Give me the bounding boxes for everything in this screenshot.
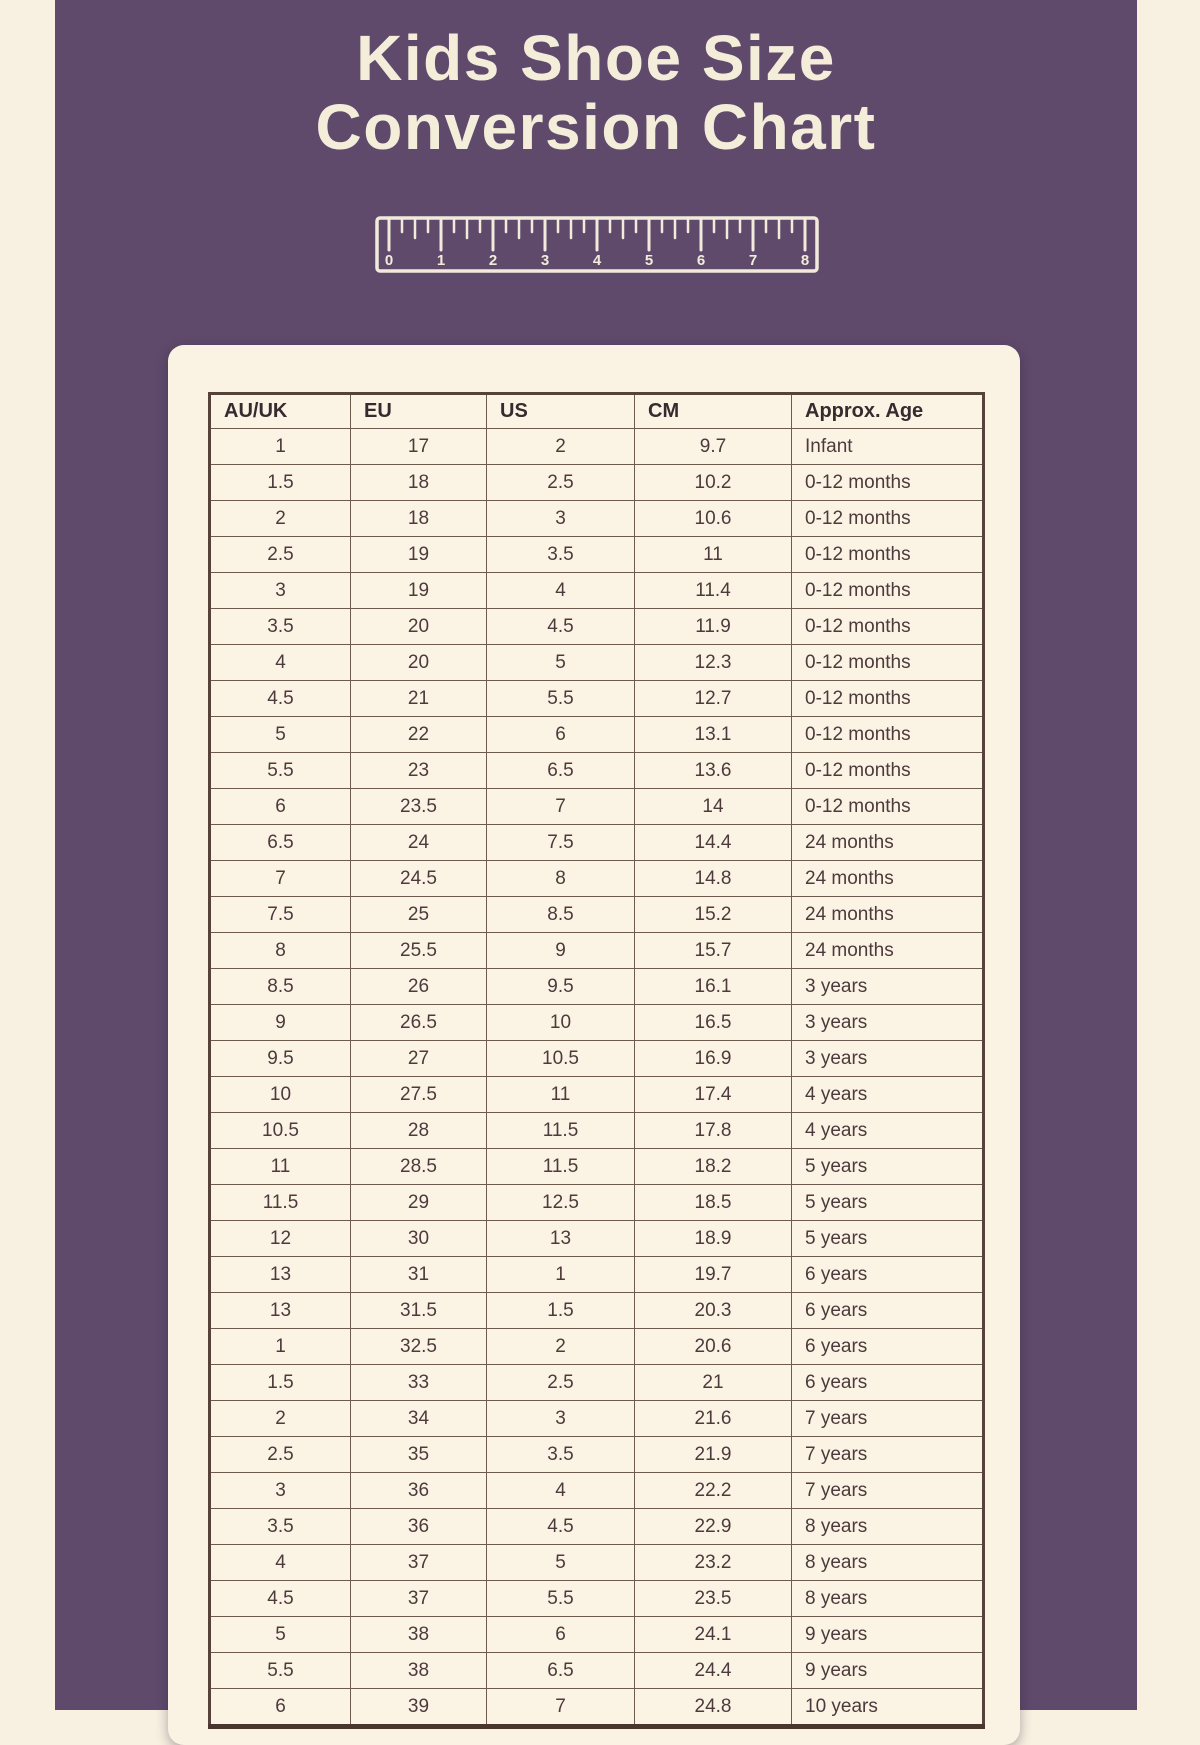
table-cell: 9.5 [487, 969, 635, 1005]
table-cell: 22 [351, 717, 487, 753]
table-cell: 0-12 months [792, 573, 984, 609]
table-cell: 2 [487, 429, 635, 465]
table-cell: 3 [210, 1473, 351, 1509]
ruler-number: 8 [800, 252, 810, 269]
table-cell: 0-12 months [792, 501, 984, 537]
table-row [210, 1005, 984, 1041]
table-cell: 0-12 months [792, 609, 984, 645]
column-header: EU [351, 394, 487, 429]
table-row [210, 1581, 984, 1617]
table-cell: 28 [351, 1113, 487, 1149]
table-cell: 7 years [792, 1437, 984, 1473]
table-cell: 2.5 [487, 1365, 635, 1401]
table-cell: 4.5 [210, 1581, 351, 1617]
table-cell: 24 months [792, 897, 984, 933]
table-cell: 4.5 [487, 609, 635, 645]
table-cell: 0-12 months [792, 789, 984, 825]
table-row [210, 933, 984, 969]
table-cell: 8 [210, 933, 351, 969]
table-cell: 20.3 [635, 1293, 792, 1329]
table-cell: 7 [487, 789, 635, 825]
table-cell: 24.5 [351, 861, 487, 897]
table-row [210, 1221, 984, 1257]
table-cell: 13.1 [635, 717, 792, 753]
table-cell: 25 [351, 897, 487, 933]
table-row [210, 429, 984, 465]
table-cell: 24 months [792, 825, 984, 861]
table-cell: 28.5 [351, 1149, 487, 1185]
table-cell: 7 [210, 861, 351, 897]
table-row [210, 1293, 984, 1329]
table-cell: 12.5 [487, 1185, 635, 1221]
table-cell: 30 [351, 1221, 487, 1257]
table-cell: 11.5 [210, 1185, 351, 1221]
column-header: Approx. Age [792, 394, 984, 429]
table-cell: 5.5 [487, 1581, 635, 1617]
table-cell: 2.5 [487, 465, 635, 501]
table-cell: 16.5 [635, 1005, 792, 1041]
table-cell: 3 years [792, 1041, 984, 1077]
table-cell: 23 [351, 753, 487, 789]
table-cell: 7.5 [487, 825, 635, 861]
table-cell: 5.5 [210, 753, 351, 789]
table-cell: 39 [351, 1689, 487, 1727]
table-cell: 15.7 [635, 933, 792, 969]
table-cell: 8.5 [210, 969, 351, 1005]
table-cell: 12 [210, 1221, 351, 1257]
table-cell: 11.4 [635, 573, 792, 609]
table-cell: 1.5 [487, 1293, 635, 1329]
table-cell: 14.8 [635, 861, 792, 897]
table-cell: Infant [792, 429, 984, 465]
table-cell: 11 [210, 1149, 351, 1185]
table-cell: 24 months [792, 861, 984, 897]
table-cell: 25.5 [351, 933, 487, 969]
table-row [210, 1185, 984, 1221]
table-cell: 4 [487, 573, 635, 609]
table-cell: 5 [210, 717, 351, 753]
table-cell: 5 years [792, 1221, 984, 1257]
table-cell: 18.9 [635, 1221, 792, 1257]
table-cell: 12.7 [635, 681, 792, 717]
ruler-number: 0 [384, 252, 394, 269]
table-cell: 6 [210, 1689, 351, 1727]
table-cell: 36 [351, 1509, 487, 1545]
table-cell: 3.5 [210, 609, 351, 645]
table-cell: 7.5 [210, 897, 351, 933]
table-cell: 10.5 [487, 1041, 635, 1077]
table-row [210, 1329, 984, 1365]
table-cell: 3 years [792, 969, 984, 1005]
table-cell: 19.7 [635, 1257, 792, 1293]
title-line-1: Kids Shoe Size [356, 22, 836, 94]
table-cell: 17.8 [635, 1113, 792, 1149]
table-cell: 15.2 [635, 897, 792, 933]
table-cell: 4 [210, 645, 351, 681]
table-row [210, 1473, 984, 1509]
table-cell: 23.2 [635, 1545, 792, 1581]
table-cell: 38 [351, 1653, 487, 1689]
table-cell: 1 [210, 1329, 351, 1365]
table-cell: 6.5 [487, 1653, 635, 1689]
table-cell: 38 [351, 1617, 487, 1653]
table-cell: 23.5 [351, 789, 487, 825]
chart-card [168, 345, 1020, 1745]
table-cell: 11.5 [487, 1113, 635, 1149]
table-cell: 16.1 [635, 969, 792, 1005]
table-cell: 11 [635, 537, 792, 573]
table-cell: 6 years [792, 1329, 984, 1365]
table-cell: 3 [210, 573, 351, 609]
table-row [210, 1617, 984, 1653]
table-cell: 4 [210, 1545, 351, 1581]
table-cell: 24.8 [635, 1689, 792, 1727]
column-header: US [487, 394, 635, 429]
table-cell: 7 [487, 1689, 635, 1727]
table-cell: 23.5 [635, 1581, 792, 1617]
table-cell: 7 years [792, 1401, 984, 1437]
table-row [210, 1437, 984, 1473]
table-cell: 27.5 [351, 1077, 487, 1113]
table-row [210, 717, 984, 753]
table-cell: 3 years [792, 1005, 984, 1041]
table-cell: 3.5 [487, 1437, 635, 1473]
table-cell: 10.6 [635, 501, 792, 537]
table-cell: 18 [351, 501, 487, 537]
table-cell: 11.9 [635, 609, 792, 645]
table-cell: 2.5 [210, 537, 351, 573]
table-cell: 8 [487, 861, 635, 897]
table-row [210, 861, 984, 897]
table-row [210, 1545, 984, 1581]
table-cell: 6 [487, 1617, 635, 1653]
table-cell: 6 years [792, 1293, 984, 1329]
table-cell: 33 [351, 1365, 487, 1401]
table-cell: 19 [351, 537, 487, 573]
table-cell: 4 years [792, 1077, 984, 1113]
table-cell: 13 [210, 1257, 351, 1293]
table-cell: 5.5 [487, 681, 635, 717]
table-cell: 7 years [792, 1473, 984, 1509]
table-cell: 12.3 [635, 645, 792, 681]
table-cell: 1.5 [210, 1365, 351, 1401]
table-cell: 8 years [792, 1581, 984, 1617]
table-cell: 9.5 [210, 1041, 351, 1077]
table-cell: 21.6 [635, 1401, 792, 1437]
table-cell: 35 [351, 1437, 487, 1473]
table-cell: 4.5 [487, 1509, 635, 1545]
table-row [210, 1077, 984, 1113]
table-cell: 10.5 [210, 1113, 351, 1149]
table-cell: 10 [487, 1005, 635, 1041]
table-cell: 21 [351, 681, 487, 717]
ruler-number: 1 [436, 252, 446, 269]
table-row [210, 897, 984, 933]
table-cell: 18.2 [635, 1149, 792, 1185]
table-row [210, 609, 984, 645]
title-line-2: Conversion Chart [315, 91, 877, 164]
table-cell: 14.4 [635, 825, 792, 861]
table-cell: 24 [351, 825, 487, 861]
table-cell: 9 years [792, 1617, 984, 1653]
table-row [210, 573, 984, 609]
table-cell: 31 [351, 1257, 487, 1293]
table-cell: 27 [351, 1041, 487, 1077]
ruler-number: 4 [592, 252, 602, 269]
column-header: CM [635, 394, 792, 429]
table-cell: 29 [351, 1185, 487, 1221]
table-row [210, 789, 984, 825]
table-cell: 21 [635, 1365, 792, 1401]
table-cell: 2 [210, 501, 351, 537]
table-cell: 3 [487, 1401, 635, 1437]
table-cell: 4.5 [210, 681, 351, 717]
table-cell: 10 [210, 1077, 351, 1113]
table-cell: 6 [210, 789, 351, 825]
table-cell: 24 months [792, 933, 984, 969]
table-cell: 20 [351, 609, 487, 645]
table-cell: 13 [210, 1293, 351, 1329]
table-cell: 21.9 [635, 1437, 792, 1473]
table-row [210, 1401, 984, 1437]
table-row [210, 1149, 984, 1185]
table-row [210, 465, 984, 501]
table-row [210, 825, 984, 861]
table-cell: 20 [351, 645, 487, 681]
ruler-number: 2 [488, 252, 498, 269]
table-cell: 0-12 months [792, 537, 984, 573]
table-cell: 9 years [792, 1653, 984, 1689]
table-cell: 0-12 months [792, 717, 984, 753]
table-cell: 8.5 [487, 897, 635, 933]
table-cell: 0-12 months [792, 645, 984, 681]
table-cell: 24.4 [635, 1653, 792, 1689]
table-row [210, 1257, 984, 1293]
table-cell: 11 [487, 1077, 635, 1113]
column-header: AU/UK [210, 394, 351, 429]
table-cell: 13.6 [635, 753, 792, 789]
table-cell: 26 [351, 969, 487, 1005]
table-cell: 2 [210, 1401, 351, 1437]
ruler-icon [375, 216, 819, 274]
table-cell: 14 [635, 789, 792, 825]
table-cell: 11.5 [487, 1149, 635, 1185]
table-cell: 10.2 [635, 465, 792, 501]
table-row [210, 501, 984, 537]
table-cell: 1 [487, 1257, 635, 1293]
table-cell: 9 [210, 1005, 351, 1041]
table-row [210, 1113, 984, 1149]
table-cell: 1.5 [210, 465, 351, 501]
table-cell: 34 [351, 1401, 487, 1437]
table-cell: 6 years [792, 1365, 984, 1401]
table-cell: 3.5 [487, 537, 635, 573]
table-row [210, 753, 984, 789]
table-row [210, 645, 984, 681]
table-cell: 6.5 [210, 825, 351, 861]
table-cell: 9.7 [635, 429, 792, 465]
table-cell: 5 [487, 1545, 635, 1581]
table-cell: 20.6 [635, 1329, 792, 1365]
table-cell: 31.5 [351, 1293, 487, 1329]
table-cell: 22.9 [635, 1509, 792, 1545]
table-cell: 6.5 [487, 753, 635, 789]
conversion-table [208, 392, 985, 1729]
table-cell: 4 [487, 1473, 635, 1509]
ruler-number: 5 [644, 252, 654, 269]
table-cell: 5 [487, 645, 635, 681]
table-cell: 6 years [792, 1257, 984, 1293]
table-row [210, 681, 984, 717]
table-cell: 18.5 [635, 1185, 792, 1221]
table-cell: 24.1 [635, 1617, 792, 1653]
table-cell: 22.2 [635, 1473, 792, 1509]
table-row [210, 1041, 984, 1077]
table-cell: 8 years [792, 1545, 984, 1581]
table-row [210, 1365, 984, 1401]
table-cell: 1 [210, 429, 351, 465]
ruler-number: 7 [748, 252, 758, 269]
table-cell: 0-12 months [792, 681, 984, 717]
ruler-number: 6 [696, 252, 706, 269]
table-row [210, 969, 984, 1005]
table-cell: 9 [487, 933, 635, 969]
table-cell: 4 years [792, 1113, 984, 1149]
table-cell: 0-12 months [792, 753, 984, 789]
table-cell: 17 [351, 429, 487, 465]
table-row [210, 1689, 984, 1727]
table-cell: 17.4 [635, 1077, 792, 1113]
table-cell: 5 years [792, 1149, 984, 1185]
table-row [210, 1509, 984, 1545]
table-cell: 3.5 [210, 1509, 351, 1545]
page-title [55, 0, 1137, 162]
table-cell: 2 [487, 1329, 635, 1365]
table-cell: 5 years [792, 1185, 984, 1221]
table-header-row [210, 394, 984, 429]
table-cell: 8 years [792, 1509, 984, 1545]
table-cell: 0-12 months [792, 465, 984, 501]
table-cell: 5.5 [210, 1653, 351, 1689]
table-cell: 26.5 [351, 1005, 487, 1041]
table-cell: 18 [351, 465, 487, 501]
table-cell: 2.5 [210, 1437, 351, 1473]
ruler-number: 3 [540, 252, 550, 269]
table-cell: 13 [487, 1221, 635, 1257]
table-cell: 6 [487, 717, 635, 753]
table-cell: 36 [351, 1473, 487, 1509]
table-cell: 5 [210, 1617, 351, 1653]
table-row [210, 1653, 984, 1689]
table-cell: 3 [487, 501, 635, 537]
table-cell: 10 years [792, 1689, 984, 1727]
table-cell: 37 [351, 1545, 487, 1581]
table-cell: 19 [351, 573, 487, 609]
table-cell: 32.5 [351, 1329, 487, 1365]
table-cell: 16.9 [635, 1041, 792, 1077]
table-cell: 37 [351, 1581, 487, 1617]
table-row [210, 537, 984, 573]
